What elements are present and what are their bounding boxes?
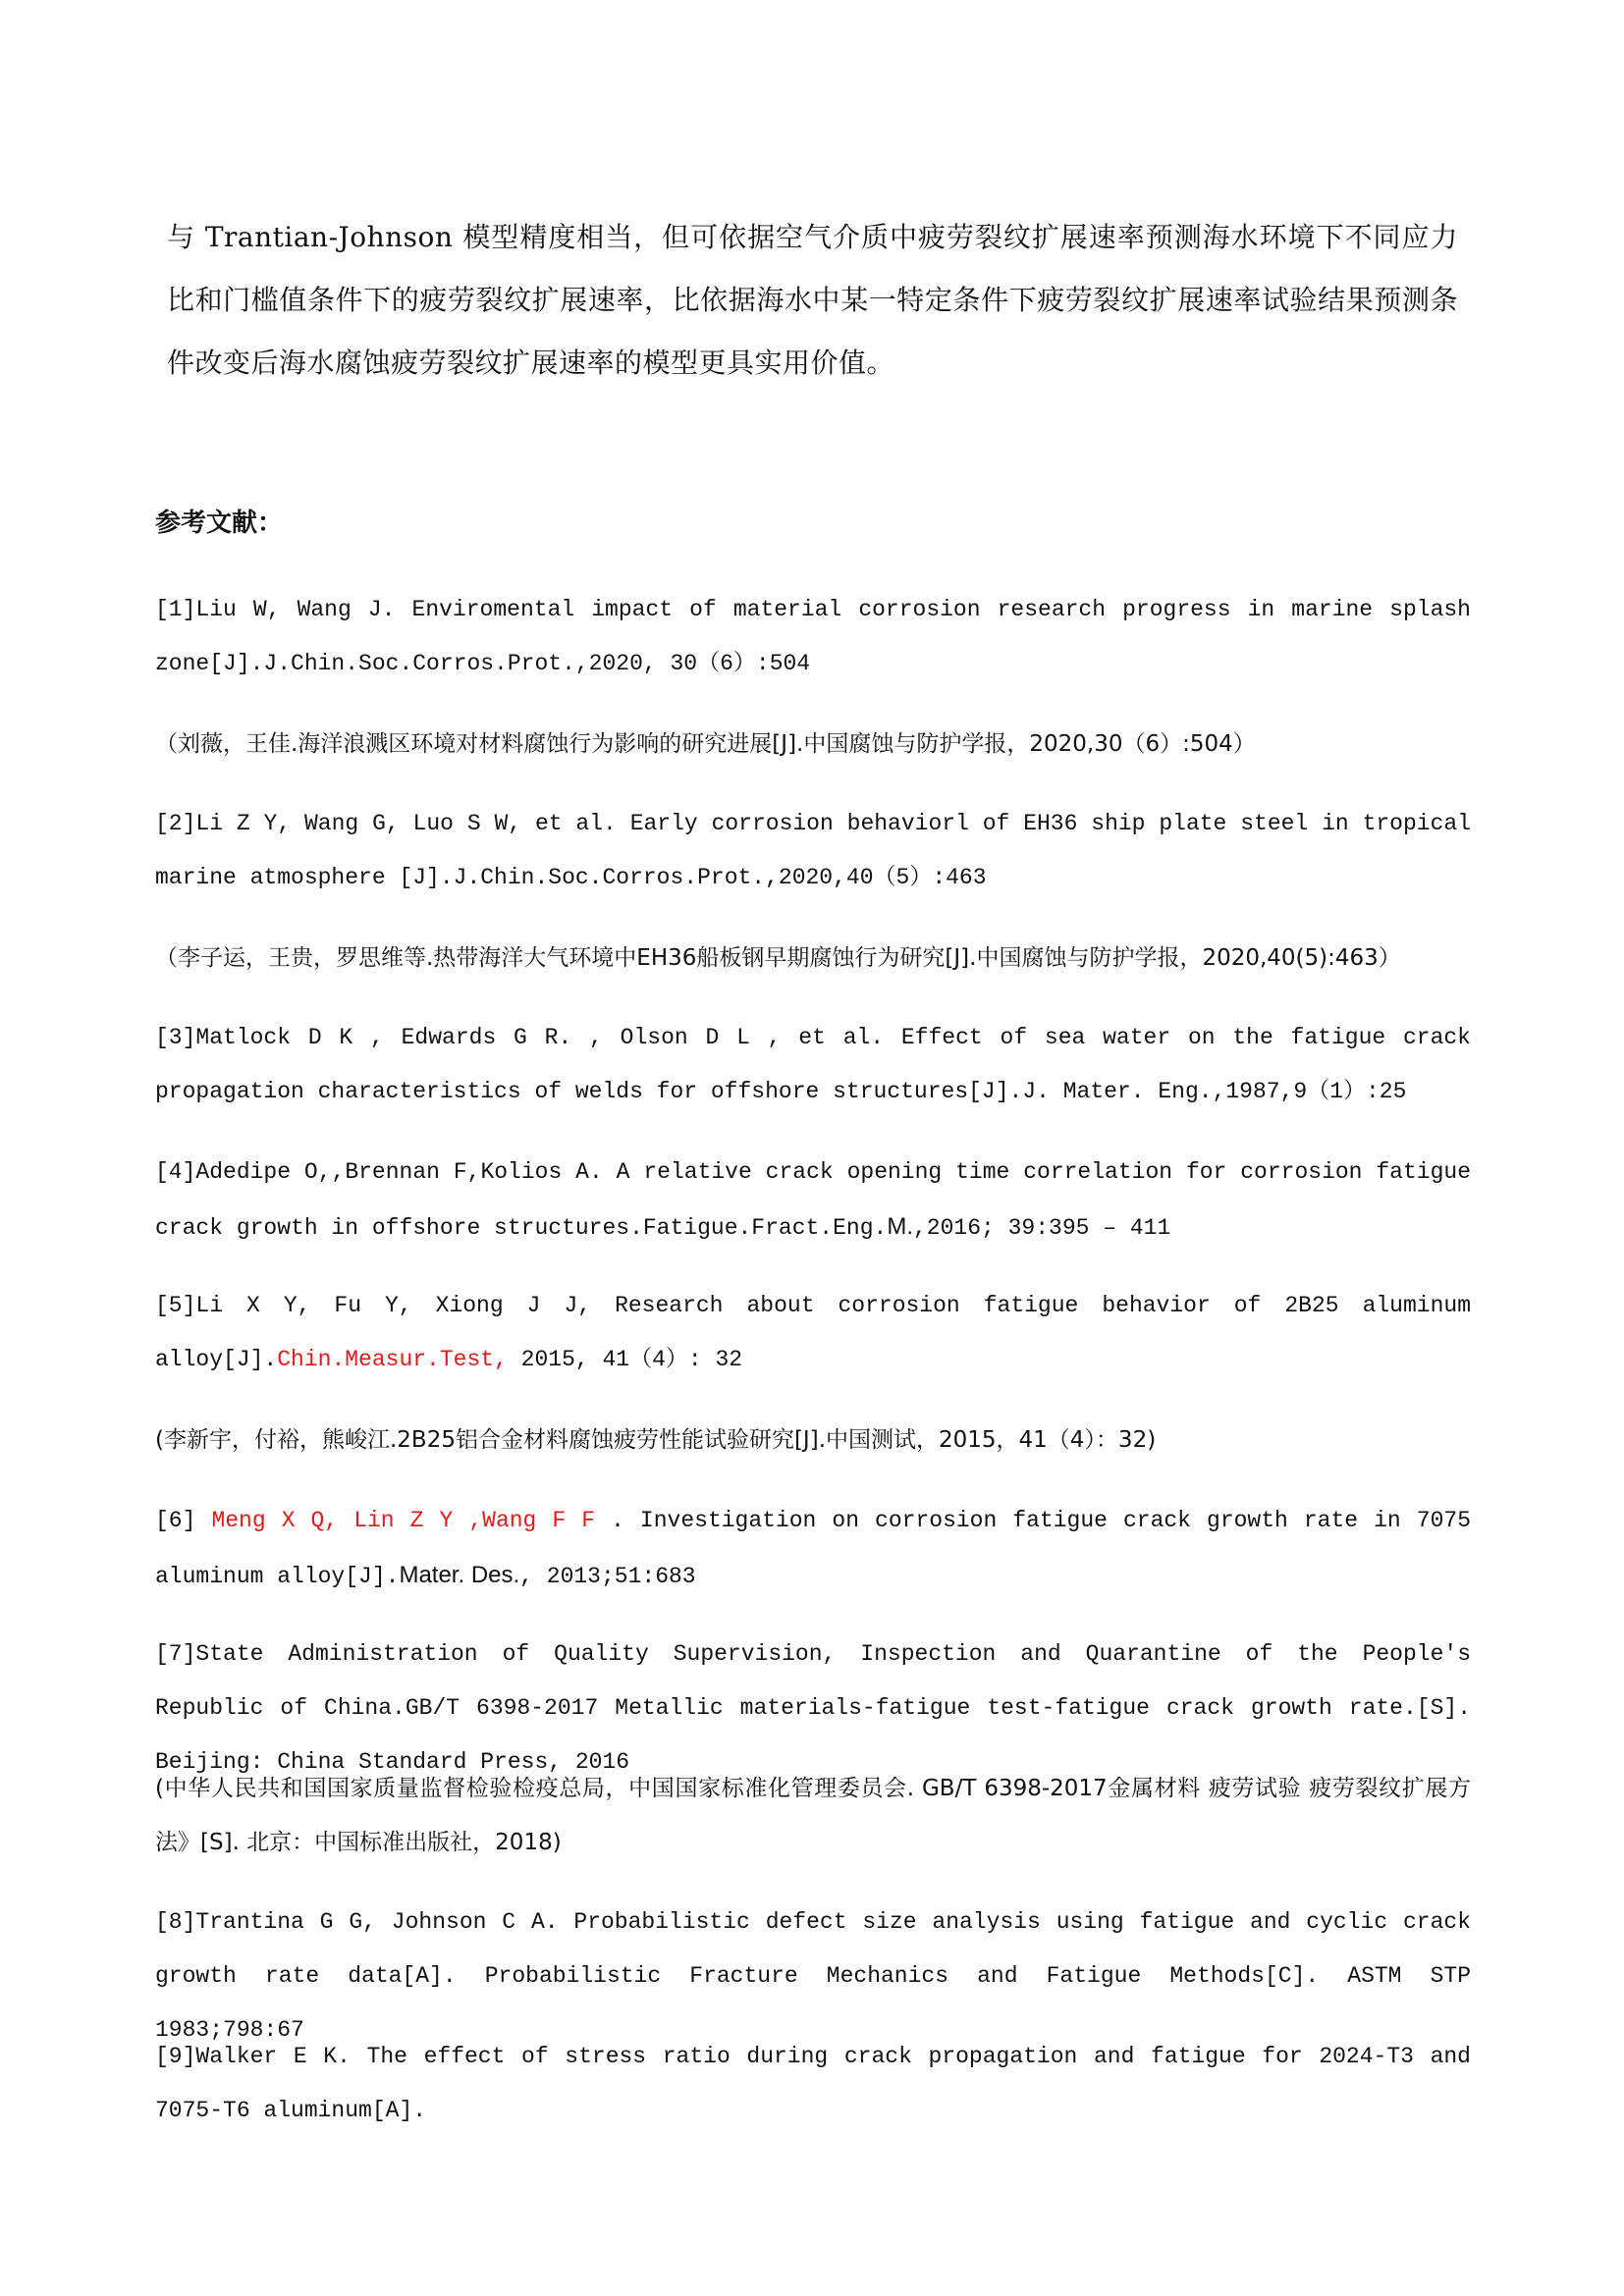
- reference-5-chinese: (李新宇，付裕，熊峻江.2B25铝合金材料腐蚀疲劳性能试验研究[J].中国测试，2015，41（4）：32): [155, 1427, 1157, 1453]
- reference-7-chinese: (中华人民共和国国家质量监督检验检疫总局，中国国家标准化管理委员会. GB/T 6398-2017金属材料 疲劳试验 疲劳裂纹扩展方法》[S]. 北京：中国标准出版社，2018): [155, 1776, 1471, 1855]
- body-paragraph: 与 Trantian-Johnson 模型精度相当，但可依据空气介质中疲劳裂纹扩展速率预测海水环境下不同应力比和门槛值条件下的疲劳裂纹扩展速率，比依据海水中某一特定条件下疲劳裂纹扩展速率试验结果预测条件改变后海水腐蚀疲劳裂纹扩展速率的模型更具实用价值。: [167, 221, 1458, 379]
- reference-1-chinese: （刘薇，王佳.海洋浪溅区环境对材料腐蚀行为影响的研究进展[J].中国腐蚀与防护学报，2020,30（6）:504）: [155, 731, 1256, 757]
- reference-8: [8]Trantina G G, Johnson C A. Probabilistic defect size analysis using fatigue and cyclic crack growth rate data[A]. Probabilistic Fracture Mechanics and Fatigue Methods[C]. ASTM STP 1983;798:67: [155, 1909, 1471, 2043]
- reference-9: [9]Walker E K. The effect of stress ratio during crack propagation and fatigue for 2024-T3 and 7075-T6 aluminum[A].: [155, 2044, 1471, 2123]
- reference-6-text: . Investigation on corrosion fatigue crack growth rate in 7075 aluminum alloy[J].: [155, 1508, 1471, 1589]
- reference-5: [155, 1279, 1471, 1387]
- reference-4-tail: ,2016; 39:395 – 411: [913, 1215, 1171, 1241]
- reference-5-journal: Chin.Measur.Test,: [277, 1347, 508, 1372]
- reference-6-tail: , 2013;51:683: [519, 1564, 696, 1589]
- reference-1: [1]Liu W, Wang J. Enviromental impact of material corrosion research progress in marine splash zone[J].J.Chin.Soc.Corros.Prot.,2020, 30（6）:504: [155, 597, 1471, 676]
- reference-5-tail: 2015, 41（4）: 32: [507, 1347, 743, 1372]
- reference-2: [2]Li Z Y, Wang G, Luo S W, et al. Early corrosion behaviorl of EH36 ship plate steel in tropical marine atmosphere [J].J.Chin.Soc.Corros.Prot.,2020,40（5）:463: [155, 811, 1471, 890]
- reference-3: [3]Matlock D K , Edwards G R. , Olson D L , et al. Effect of sea water on the fatigue crack propagation characteristics of welds for offshore structures[J].J. Mater. Eng.,1987,9（1）:25: [155, 1025, 1471, 1104]
- reference-7: [7]State Administration of Quality Supervision, Inspection and Quarantine of the People's Republic of China.GB/T 6398-2017 Metallic materials-fatigue test-fatigue crack growth rate.[S]. Beijing: China Standard Press, 2016: [155, 1641, 1471, 1775]
- reference-6-authors: Meng X Q, Lin Z Y ,Wang F F: [211, 1508, 596, 1533]
- reference-6-number: [6]: [155, 1508, 212, 1533]
- reference-2-chinese: （李子运，王贵，罗思维等.热带海洋大气环境中EH36船板钢早期腐蚀行为研究[J].中国腐蚀与防护学报，2020,40(5):463）: [155, 945, 1401, 971]
- reference-6: [155, 1494, 1471, 1604]
- reference-4-text: [4]Adedipe O,,Brennan F,Kolios A. A relative crack opening time correlation for corrosion fatigue crack growth in offshore structures.Fatigue.Fract.Eng.: [155, 1159, 1471, 1241]
- reference-4: [155, 1146, 1471, 1255]
- reference-5-text: [5]Li X Y, Fu Y, Xiong J J, Research about corrosion fatigue behavior of 2B25 aluminum alloy[J].: [155, 1293, 1471, 1372]
- references-heading: 参考文献：: [155, 508, 284, 538]
- reference-6-journal: Mater. Des.: [399, 1562, 520, 1588]
- reference-4-journal-tail: M.: [887, 1213, 913, 1240]
